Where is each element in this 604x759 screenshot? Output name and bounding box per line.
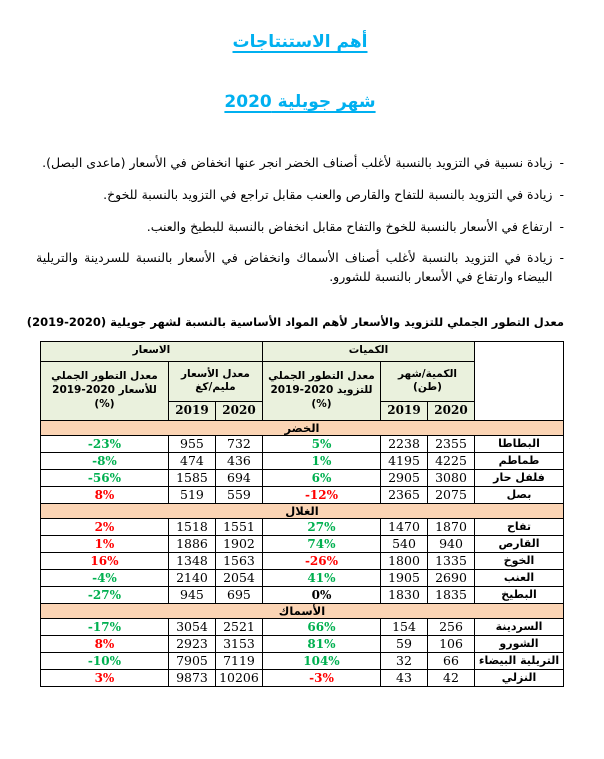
qty-2020-cell: 1335: [428, 552, 475, 569]
price-2020-cell: 1902: [215, 535, 262, 552]
bullet-dash: -: [559, 186, 564, 202]
price-2019-cell: 1348: [168, 552, 215, 569]
price-2020-cell: 1551: [215, 518, 262, 535]
supply-change-cell: -12%: [262, 486, 380, 503]
price-year-2019-header: 2019: [168, 401, 215, 420]
price-2020-cell: 2054: [215, 569, 262, 586]
qty-month-header: الكمية/شهر (طن): [381, 361, 475, 401]
qty-2020-cell: 940: [428, 535, 475, 552]
prices-group-header: الاسعار: [40, 341, 262, 361]
qty-2020-cell: 2355: [428, 435, 475, 452]
supply-change-cell: 27%: [262, 518, 380, 535]
qty-2020-cell: 66: [428, 652, 475, 669]
table-row: [40, 469, 563, 486]
supply-change-cell: -26%: [262, 552, 380, 569]
month-title: شهر جويلية 2020: [224, 92, 376, 112]
price-change-cell: -17%: [40, 618, 168, 635]
qty-year-2019-header: 2019: [381, 401, 428, 420]
price-2020-cell: 3153: [215, 635, 262, 652]
section-row-fruits: [40, 503, 563, 518]
qty-2019-cell: 2905: [381, 469, 428, 486]
price-change-cell: 1%: [40, 535, 168, 552]
bullet-text: زيادة في التزويد بالنسبة لأغلب أصناف الأسماك وانخفاض في الأسعار بالنسبة للسردينة والتريلية البيضاء وارتفاع في الأسعار بالنسبة للشورو.: [36, 250, 553, 284]
supply-change-cell: 0%: [262, 586, 380, 603]
product-name-cell: بصل: [475, 486, 564, 503]
qty-2020-cell: 2690: [428, 569, 475, 586]
qty-2019-cell: 1830: [381, 586, 428, 603]
bullet-dash: -: [559, 250, 564, 266]
product-name-cell: طماطم: [475, 452, 564, 469]
product-name-cell: الشورو: [475, 635, 564, 652]
qty-2019-cell: 32: [381, 652, 428, 669]
supply-change-cell: 74%: [262, 535, 380, 552]
list-item: [36, 249, 564, 287]
price-change-cell: -10%: [40, 652, 168, 669]
qty-2020-cell: 1835: [428, 586, 475, 603]
table-title: معدل التطور الجملي للتزويد والأسعار لأهم المواد الأساسية بالنسبة لشهر جويلية (2020-2019): [26, 314, 564, 329]
list-item: [36, 154, 564, 173]
qty-2020-cell: 3080: [428, 469, 475, 486]
product-name-cell: الخوخ: [475, 552, 564, 569]
price-2020-cell: 1563: [215, 552, 262, 569]
table-row: [40, 435, 563, 452]
price-change-cell: -8%: [40, 452, 168, 469]
qty-2019-cell: 540: [381, 535, 428, 552]
price-2019-cell: 474: [168, 452, 215, 469]
price-2020-cell: 695: [215, 586, 262, 603]
qty-2020-cell: 2075: [428, 486, 475, 503]
page-title: أهم الاستنتاجات: [232, 32, 368, 52]
product-name-cell: القارص: [475, 535, 564, 552]
price-change-cell: -27%: [40, 586, 168, 603]
list-item: [36, 186, 564, 205]
table-row: [40, 452, 563, 469]
qty-2020-cell: 106: [428, 635, 475, 652]
price-2019-cell: 1886: [168, 535, 215, 552]
bullet-text: زيادة في التزويد بالنسبة للتفاح والقارص والعنب مقابل تراجع في التزويد بالنسبة للخوخ.: [103, 186, 553, 202]
section-header-vegetables: الخضر: [40, 420, 563, 435]
table-row: [40, 518, 563, 535]
qty-2019-cell: 2365: [381, 486, 428, 503]
price-change-cell: 8%: [40, 486, 168, 503]
qty-2020-cell: 42: [428, 669, 475, 686]
supply-change-cell: 104%: [262, 652, 380, 669]
price-change-cell: 16%: [40, 552, 168, 569]
price-2020-cell: 7119: [215, 652, 262, 669]
price-2019-cell: 945: [168, 586, 215, 603]
qty-year-2020-header: 2020: [428, 401, 475, 420]
qty-2020-cell: 256: [428, 618, 475, 635]
qty-2019-cell: 1905: [381, 569, 428, 586]
supply-change-cell: 41%: [262, 569, 380, 586]
price-2019-cell: 3054: [168, 618, 215, 635]
table-row: [40, 535, 563, 552]
qty-2019-cell: 2238: [381, 435, 428, 452]
table-row: [40, 569, 563, 586]
section-row-vegetables: [40, 420, 563, 435]
price-2019-cell: 2923: [168, 635, 215, 652]
price-2020-cell: 694: [215, 469, 262, 486]
product-name-cell: العنب: [475, 569, 564, 586]
price-change-cell: -56%: [40, 469, 168, 486]
table-row: [40, 586, 563, 603]
supply-change-cell: 81%: [262, 635, 380, 652]
price-2019-cell: 2140: [168, 569, 215, 586]
bullet-text: زيادة نسبية في التزويد بالنسبة لأغلب أصناف الخضر انجر عنها انخفاض في الأسعار (ماعدى البصل).: [42, 155, 553, 170]
table-body: [40, 420, 563, 686]
section-header-fruits: الغلال: [40, 503, 563, 518]
supply-change-cell: 66%: [262, 618, 380, 635]
data-table: [40, 341, 564, 687]
product-name-cell: السردينة: [475, 618, 564, 635]
product-name-cell: تفاح: [475, 518, 564, 535]
table-row: [40, 618, 563, 635]
qty-2019-cell: 154: [381, 618, 428, 635]
price-2020-cell: 2521: [215, 618, 262, 635]
qty-2020-cell: 4225: [428, 452, 475, 469]
supply-change-header: معدل التطور الجملي للتزويد 2020-2019 (%): [262, 361, 380, 420]
qty-2019-cell: 43: [381, 669, 428, 686]
bullet-dash: -: [559, 155, 564, 170]
price-2019-cell: 1585: [168, 469, 215, 486]
table-head: [40, 341, 563, 420]
table-row: [40, 552, 563, 569]
price-2019-cell: 955: [168, 435, 215, 452]
list-item: [36, 218, 564, 237]
section-header-fish: الأسماك: [40, 603, 563, 618]
price-2019-cell: 519: [168, 486, 215, 503]
product-name-cell: البطاطا: [475, 435, 564, 452]
price-change-cell: 2%: [40, 518, 168, 535]
bullet-dash: -: [559, 218, 564, 234]
price-change-cell: -4%: [40, 569, 168, 586]
table-row: [40, 635, 563, 652]
price-change-header: معدل التطور الجملي للأسعار 2020-2019 (%): [40, 361, 168, 420]
product-name-cell: النزلي: [475, 669, 564, 686]
price-change-cell: -23%: [40, 435, 168, 452]
qty-2019-cell: 4195: [381, 452, 428, 469]
supply-change-cell: -3%: [262, 669, 380, 686]
supply-change-cell: 6%: [262, 469, 380, 486]
qty-2019-cell: 1470: [381, 518, 428, 535]
supply-change-cell: 5%: [262, 435, 380, 452]
price-change-cell: 8%: [40, 635, 168, 652]
price-2019-cell: 1518: [168, 518, 215, 535]
price-avg-header: معدل الأسعار مليم/كغ: [168, 361, 262, 401]
product-column-header: [475, 341, 564, 420]
table-row: [40, 486, 563, 503]
price-2020-cell: 732: [215, 435, 262, 452]
price-year-2020-header: 2020: [215, 401, 262, 420]
qty-2020-cell: 1870: [428, 518, 475, 535]
section-row-fish: [40, 603, 563, 618]
product-name-cell: التريلية البيضاء: [475, 652, 564, 669]
product-name-cell: البطيخ: [475, 586, 564, 603]
qty-2019-cell: 1800: [381, 552, 428, 569]
table-row: [40, 669, 563, 686]
quantities-group-header: الكميات: [262, 341, 474, 361]
price-2019-cell: 9873: [168, 669, 215, 686]
price-2020-cell: 436: [215, 452, 262, 469]
bullet-text: ارتفاع في الأسعار بالنسبة للخوخ والتفاح مقابل انخفاض بالنسبة للبطيخ والعنب.: [146, 218, 553, 234]
qty-2019-cell: 59: [381, 635, 428, 652]
price-2020-cell: 10206: [215, 669, 262, 686]
table-row: [40, 652, 563, 669]
group-header-row: [40, 341, 563, 361]
product-name-cell: فلفل حار: [475, 469, 564, 486]
conclusions-list: [36, 154, 564, 287]
supply-change-cell: 1%: [262, 452, 380, 469]
price-change-cell: 3%: [40, 669, 168, 686]
price-2020-cell: 559: [215, 486, 262, 503]
price-2019-cell: 7905: [168, 652, 215, 669]
